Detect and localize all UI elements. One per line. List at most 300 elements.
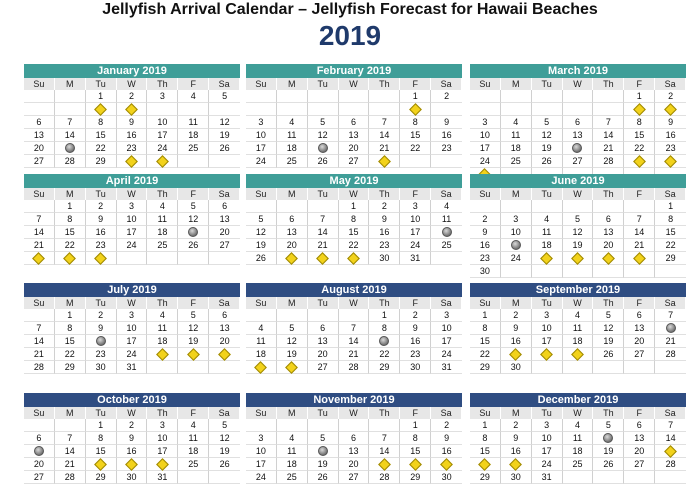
- weekday-label: M: [55, 78, 86, 90]
- empty-day-cell: [593, 200, 624, 213]
- empty-day-cell: [593, 361, 624, 374]
- day-cell: 6: [24, 432, 55, 445]
- day-cell: 20: [339, 458, 370, 471]
- day-cell: 2: [369, 200, 400, 213]
- day-cell: 26: [209, 458, 240, 471]
- weekday-label: Sa: [431, 78, 462, 90]
- full-moon-icon: [96, 336, 106, 346]
- day-cell: 17: [431, 335, 462, 348]
- day-cell: 27: [624, 348, 655, 361]
- day-cell: 6: [24, 116, 55, 129]
- day-cell: 20: [24, 142, 55, 155]
- day-cell: 23: [117, 142, 148, 155]
- day-cell: 11: [563, 322, 594, 335]
- jellyfish-warning-icon: [664, 103, 677, 116]
- day-cell: 16: [655, 129, 686, 142]
- weekday-label: Th: [593, 407, 624, 419]
- day-cell: 23: [86, 348, 117, 361]
- day-cell: 22: [369, 348, 400, 361]
- jellyfish-warning-icon: [479, 458, 492, 471]
- day-cell: 26: [593, 458, 624, 471]
- weekday-label: F: [400, 407, 431, 419]
- day-cell: 17: [147, 445, 178, 458]
- day-cell: 21: [24, 348, 55, 361]
- weekday-label: Tu: [532, 297, 563, 309]
- jellyfish-day-cell: [400, 458, 431, 471]
- jellyfish-day-cell: [431, 458, 462, 471]
- empty-day-cell: [501, 200, 532, 213]
- day-cell: 14: [24, 226, 55, 239]
- month-0: [24, 64, 240, 168]
- empty-day-cell: [147, 252, 178, 265]
- day-cell: 6: [563, 116, 594, 129]
- day-cell: 24: [400, 239, 431, 252]
- empty-day-cell: [563, 90, 594, 103]
- month-6: [24, 283, 240, 374]
- day-cell: 13: [339, 445, 370, 458]
- weekday-label: Tu: [86, 78, 117, 90]
- day-cell: 13: [308, 335, 339, 348]
- weekday-label: W: [563, 188, 594, 200]
- day-cell: 16: [86, 226, 117, 239]
- day-cell: 3: [117, 200, 148, 213]
- day-cell: 22: [339, 239, 370, 252]
- weekday-label: Su: [470, 78, 501, 90]
- day-cell: 15: [470, 335, 501, 348]
- day-cell: 10: [532, 432, 563, 445]
- day-cell: 12: [593, 322, 624, 335]
- month-day-grid: [246, 188, 462, 265]
- day-cell: 22: [655, 239, 686, 252]
- day-cell: 12: [308, 129, 339, 142]
- empty-day-cell: [501, 90, 532, 103]
- day-cell: 29: [369, 361, 400, 374]
- month-day-grid: [470, 407, 686, 484]
- weekday-label: M: [501, 407, 532, 419]
- weekday-label: M: [277, 407, 308, 419]
- empty-day-cell: [624, 471, 655, 484]
- weekday-label: Th: [593, 78, 624, 90]
- day-cell: 19: [593, 335, 624, 348]
- jellyfish-day-cell: [563, 252, 594, 265]
- full-moon-day-cell: [655, 322, 686, 335]
- day-cell: 16: [369, 226, 400, 239]
- day-cell: 3: [246, 432, 277, 445]
- day-cell: 18: [501, 142, 532, 155]
- weekday-label: F: [624, 78, 655, 90]
- month-day-grid: [24, 297, 240, 374]
- weekday-label: M: [277, 78, 308, 90]
- day-cell: 8: [339, 213, 370, 226]
- day-cell: 21: [55, 458, 86, 471]
- jellyfish-day-cell: [308, 252, 339, 265]
- day-cell: 15: [624, 129, 655, 142]
- jellyfish-warning-icon: [378, 458, 391, 471]
- day-cell: 26: [308, 155, 339, 168]
- day-cell: 11: [277, 129, 308, 142]
- day-cell: 7: [24, 322, 55, 335]
- weekday-label: Th: [369, 78, 400, 90]
- day-cell: 28: [55, 471, 86, 484]
- day-cell: 5: [209, 90, 240, 103]
- weekday-label: Tu: [532, 188, 563, 200]
- day-cell: 11: [147, 213, 178, 226]
- jellyfish-day-cell: [624, 252, 655, 265]
- jellyfish-day-cell: [178, 348, 209, 361]
- empty-day-cell: [655, 471, 686, 484]
- full-moon-day-cell: [308, 142, 339, 155]
- jellyfish-day-cell: [501, 458, 532, 471]
- day-cell: 17: [246, 142, 277, 155]
- weekday-label: Sa: [209, 297, 240, 309]
- full-moon-day-cell: [24, 445, 55, 458]
- empty-day-cell: [246, 90, 277, 103]
- empty-day-cell: [532, 361, 563, 374]
- jellyfish-warning-icon: [285, 361, 298, 374]
- empty-day-cell: [501, 265, 532, 278]
- day-cell: 15: [86, 129, 117, 142]
- day-cell: 23: [655, 142, 686, 155]
- day-cell: 9: [86, 322, 117, 335]
- day-cell: 29: [55, 361, 86, 374]
- weekday-label: Tu: [86, 188, 117, 200]
- empty-day-cell: [178, 361, 209, 374]
- full-moon-day-cell: [501, 239, 532, 252]
- day-cell: 1: [339, 200, 370, 213]
- empty-day-cell: [178, 103, 209, 116]
- day-cell: 16: [431, 129, 462, 142]
- full-moon-day-cell: [563, 142, 594, 155]
- weekday-label: W: [117, 78, 148, 90]
- day-cell: 11: [178, 116, 209, 129]
- day-cell: 25: [501, 155, 532, 168]
- weekday-label: Sa: [209, 407, 240, 419]
- day-cell: 25: [277, 471, 308, 484]
- jellyfish-day-cell: [501, 348, 532, 361]
- day-cell: 11: [147, 322, 178, 335]
- weekday-label: Th: [369, 297, 400, 309]
- day-cell: 22: [55, 348, 86, 361]
- weekday-label: Sa: [209, 188, 240, 200]
- day-cell: 3: [470, 116, 501, 129]
- day-cell: 11: [431, 213, 462, 226]
- day-cell: 1: [55, 200, 86, 213]
- day-cell: 8: [400, 432, 431, 445]
- day-cell: 22: [470, 348, 501, 361]
- day-cell: 12: [246, 226, 277, 239]
- day-cell: 26: [593, 348, 624, 361]
- jellyfish-warning-icon: [378, 155, 391, 168]
- jellyfish-warning-icon: [316, 252, 329, 265]
- weekday-label: W: [563, 407, 594, 419]
- weekday-label: F: [624, 297, 655, 309]
- day-cell: 19: [277, 348, 308, 361]
- empty-day-cell: [593, 103, 624, 116]
- weekday-label: W: [563, 78, 594, 90]
- month-4: [246, 174, 462, 265]
- weekday-label: Th: [593, 297, 624, 309]
- month-day-grid: [470, 297, 686, 374]
- full-moon-icon: [379, 336, 389, 346]
- day-cell: 14: [655, 432, 686, 445]
- jellyfish-day-cell: [655, 445, 686, 458]
- jellyfish-warning-icon: [409, 458, 422, 471]
- month-title: July 2019: [24, 283, 240, 297]
- day-cell: 4: [563, 419, 594, 432]
- weekday-label: Th: [147, 78, 178, 90]
- month-11: [470, 393, 686, 484]
- jellyfish-day-cell: [277, 361, 308, 374]
- empty-day-cell: [178, 155, 209, 168]
- day-cell: 11: [501, 129, 532, 142]
- empty-day-cell: [308, 90, 339, 103]
- day-cell: 6: [624, 309, 655, 322]
- day-cell: 8: [470, 322, 501, 335]
- day-cell: 22: [400, 142, 431, 155]
- day-cell: 22: [86, 142, 117, 155]
- jellyfish-day-cell: [470, 458, 501, 471]
- empty-day-cell: [55, 419, 86, 432]
- weekday-label: Sa: [655, 78, 686, 90]
- day-cell: 5: [308, 432, 339, 445]
- calendar-year: 2019: [318, 20, 382, 51]
- empty-day-cell: [24, 309, 55, 322]
- weekday-label: Th: [147, 407, 178, 419]
- day-cell: 14: [308, 226, 339, 239]
- day-cell: 15: [86, 445, 117, 458]
- day-cell: 24: [501, 252, 532, 265]
- empty-day-cell: [563, 200, 594, 213]
- weekday-label: Sa: [431, 407, 462, 419]
- day-cell: 14: [593, 129, 624, 142]
- empty-day-cell: [246, 419, 277, 432]
- empty-day-cell: [24, 419, 55, 432]
- empty-day-cell: [277, 90, 308, 103]
- empty-day-cell: [55, 103, 86, 116]
- weekday-label: Tu: [532, 78, 563, 90]
- jellyfish-warning-icon: [63, 252, 76, 265]
- day-cell: 20: [209, 335, 240, 348]
- day-cell: 11: [178, 432, 209, 445]
- day-cell: 5: [563, 213, 594, 226]
- day-cell: 16: [431, 445, 462, 458]
- empty-day-cell: [532, 103, 563, 116]
- empty-day-cell: [593, 471, 624, 484]
- day-cell: 27: [339, 155, 370, 168]
- jellyfish-day-cell: [624, 103, 655, 116]
- day-cell: 19: [178, 335, 209, 348]
- weekday-label: Su: [470, 297, 501, 309]
- jellyfish-day-cell: [147, 155, 178, 168]
- day-cell: 13: [339, 129, 370, 142]
- weekday-label: M: [501, 78, 532, 90]
- empty-day-cell: [593, 265, 624, 278]
- day-cell: 5: [532, 116, 563, 129]
- jellyfish-day-cell: [532, 252, 563, 265]
- day-cell: 23: [369, 239, 400, 252]
- full-moon-icon: [34, 446, 44, 456]
- day-cell: 5: [308, 116, 339, 129]
- day-cell: 13: [277, 226, 308, 239]
- jellyfish-warning-icon: [540, 348, 553, 361]
- day-cell: 8: [55, 213, 86, 226]
- day-cell: 28: [655, 458, 686, 471]
- day-cell: 28: [339, 361, 370, 374]
- jellyfish-warning-icon: [571, 252, 584, 265]
- day-cell: 19: [246, 239, 277, 252]
- month-title: February 2019: [246, 64, 462, 78]
- weekday-label: W: [563, 297, 594, 309]
- month-title: September 2019: [470, 283, 686, 297]
- day-cell: 26: [178, 239, 209, 252]
- jellyfish-warning-icon: [285, 252, 298, 265]
- weekday-label: Tu: [86, 297, 117, 309]
- day-cell: 1: [400, 90, 431, 103]
- day-cell: 18: [563, 445, 594, 458]
- day-cell: 20: [593, 239, 624, 252]
- day-cell: 3: [117, 309, 148, 322]
- day-cell: 1: [400, 419, 431, 432]
- jellyfish-day-cell: [593, 252, 624, 265]
- day-cell: 9: [431, 432, 462, 445]
- day-cell: 1: [470, 419, 501, 432]
- jellyfish-day-cell: [86, 103, 117, 116]
- empty-day-cell: [246, 309, 277, 322]
- day-cell: 26: [209, 142, 240, 155]
- day-cell: 19: [308, 458, 339, 471]
- day-cell: 11: [246, 335, 277, 348]
- day-cell: 30: [431, 471, 462, 484]
- day-cell: 3: [147, 90, 178, 103]
- empty-day-cell: [339, 309, 370, 322]
- empty-day-cell: [532, 90, 563, 103]
- day-cell: 3: [501, 213, 532, 226]
- day-cell: 4: [246, 322, 277, 335]
- day-cell: 20: [209, 226, 240, 239]
- day-cell: 20: [624, 335, 655, 348]
- jellyfish-warning-icon: [509, 348, 522, 361]
- day-cell: 23: [86, 239, 117, 252]
- day-cell: 2: [501, 419, 532, 432]
- empty-day-cell: [593, 90, 624, 103]
- day-cell: 18: [563, 335, 594, 348]
- jellyfish-warning-icon: [125, 155, 138, 168]
- day-cell: 10: [400, 213, 431, 226]
- day-cell: 5: [209, 419, 240, 432]
- jellyfish-day-cell: [563, 348, 594, 361]
- empty-day-cell: [369, 103, 400, 116]
- weekday-label: Tu: [86, 407, 117, 419]
- empty-day-cell: [209, 471, 240, 484]
- full-moon-icon: [318, 446, 328, 456]
- day-cell: 21: [308, 239, 339, 252]
- jellyfish-day-cell: [86, 458, 117, 471]
- day-cell: 27: [308, 361, 339, 374]
- month-7: [246, 283, 462, 374]
- month-title: November 2019: [246, 393, 462, 407]
- day-cell: 19: [209, 129, 240, 142]
- day-cell: 5: [178, 200, 209, 213]
- day-cell: 3: [246, 116, 277, 129]
- jellyfish-day-cell: [655, 155, 686, 168]
- jellyfish-warning-icon: [347, 252, 360, 265]
- day-cell: 31: [431, 361, 462, 374]
- day-cell: 18: [277, 142, 308, 155]
- weekday-label: M: [277, 297, 308, 309]
- jellyfish-warning-icon: [156, 348, 169, 361]
- day-cell: 30: [470, 265, 501, 278]
- weekday-label: M: [55, 407, 86, 419]
- day-cell: 16: [117, 445, 148, 458]
- day-cell: 16: [400, 335, 431, 348]
- empty-day-cell: [178, 471, 209, 484]
- day-cell: 18: [178, 445, 209, 458]
- jellyfish-warning-icon: [664, 445, 677, 458]
- jellyfish-warning-icon: [156, 155, 169, 168]
- weekday-label: W: [339, 297, 370, 309]
- day-cell: 8: [55, 322, 86, 335]
- month-title: January 2019: [24, 64, 240, 78]
- weekday-label: Su: [24, 188, 55, 200]
- month-title: April 2019: [24, 174, 240, 188]
- day-cell: 9: [400, 322, 431, 335]
- day-cell: 2: [86, 309, 117, 322]
- day-cell: 12: [178, 322, 209, 335]
- day-cell: 31: [400, 252, 431, 265]
- empty-day-cell: [470, 200, 501, 213]
- day-cell: 1: [86, 90, 117, 103]
- day-cell: 2: [117, 419, 148, 432]
- day-cell: 29: [470, 471, 501, 484]
- day-cell: 25: [147, 239, 178, 252]
- empty-day-cell: [277, 103, 308, 116]
- day-cell: 18: [532, 239, 563, 252]
- full-moon-icon: [603, 433, 613, 443]
- day-cell: 3: [400, 200, 431, 213]
- jellyfish-day-cell: [147, 348, 178, 361]
- weekday-label: Tu: [308, 188, 339, 200]
- full-moon-icon: [442, 227, 452, 237]
- empty-day-cell: [501, 103, 532, 116]
- jellyfish-warning-icon: [509, 458, 522, 471]
- day-cell: 19: [563, 239, 594, 252]
- month-title: October 2019: [24, 393, 240, 407]
- day-cell: 20: [24, 458, 55, 471]
- day-cell: 28: [55, 155, 86, 168]
- day-cell: 8: [655, 213, 686, 226]
- day-cell: 9: [655, 116, 686, 129]
- empty-day-cell: [246, 200, 277, 213]
- jellyfish-day-cell: [369, 155, 400, 168]
- empty-day-cell: [431, 155, 462, 168]
- day-cell: 24: [246, 471, 277, 484]
- day-cell: 13: [209, 213, 240, 226]
- day-cell: 26: [246, 252, 277, 265]
- day-cell: 21: [655, 335, 686, 348]
- day-cell: 13: [24, 129, 55, 142]
- day-cell: 2: [117, 90, 148, 103]
- day-cell: 7: [655, 419, 686, 432]
- day-cell: 15: [400, 129, 431, 142]
- month-day-grid: [470, 78, 686, 181]
- jellyfish-warning-icon: [94, 103, 107, 116]
- day-cell: 4: [501, 116, 532, 129]
- empty-day-cell: [117, 252, 148, 265]
- day-cell: 1: [369, 309, 400, 322]
- day-cell: 6: [339, 116, 370, 129]
- day-cell: 27: [24, 155, 55, 168]
- weekday-label: Th: [147, 297, 178, 309]
